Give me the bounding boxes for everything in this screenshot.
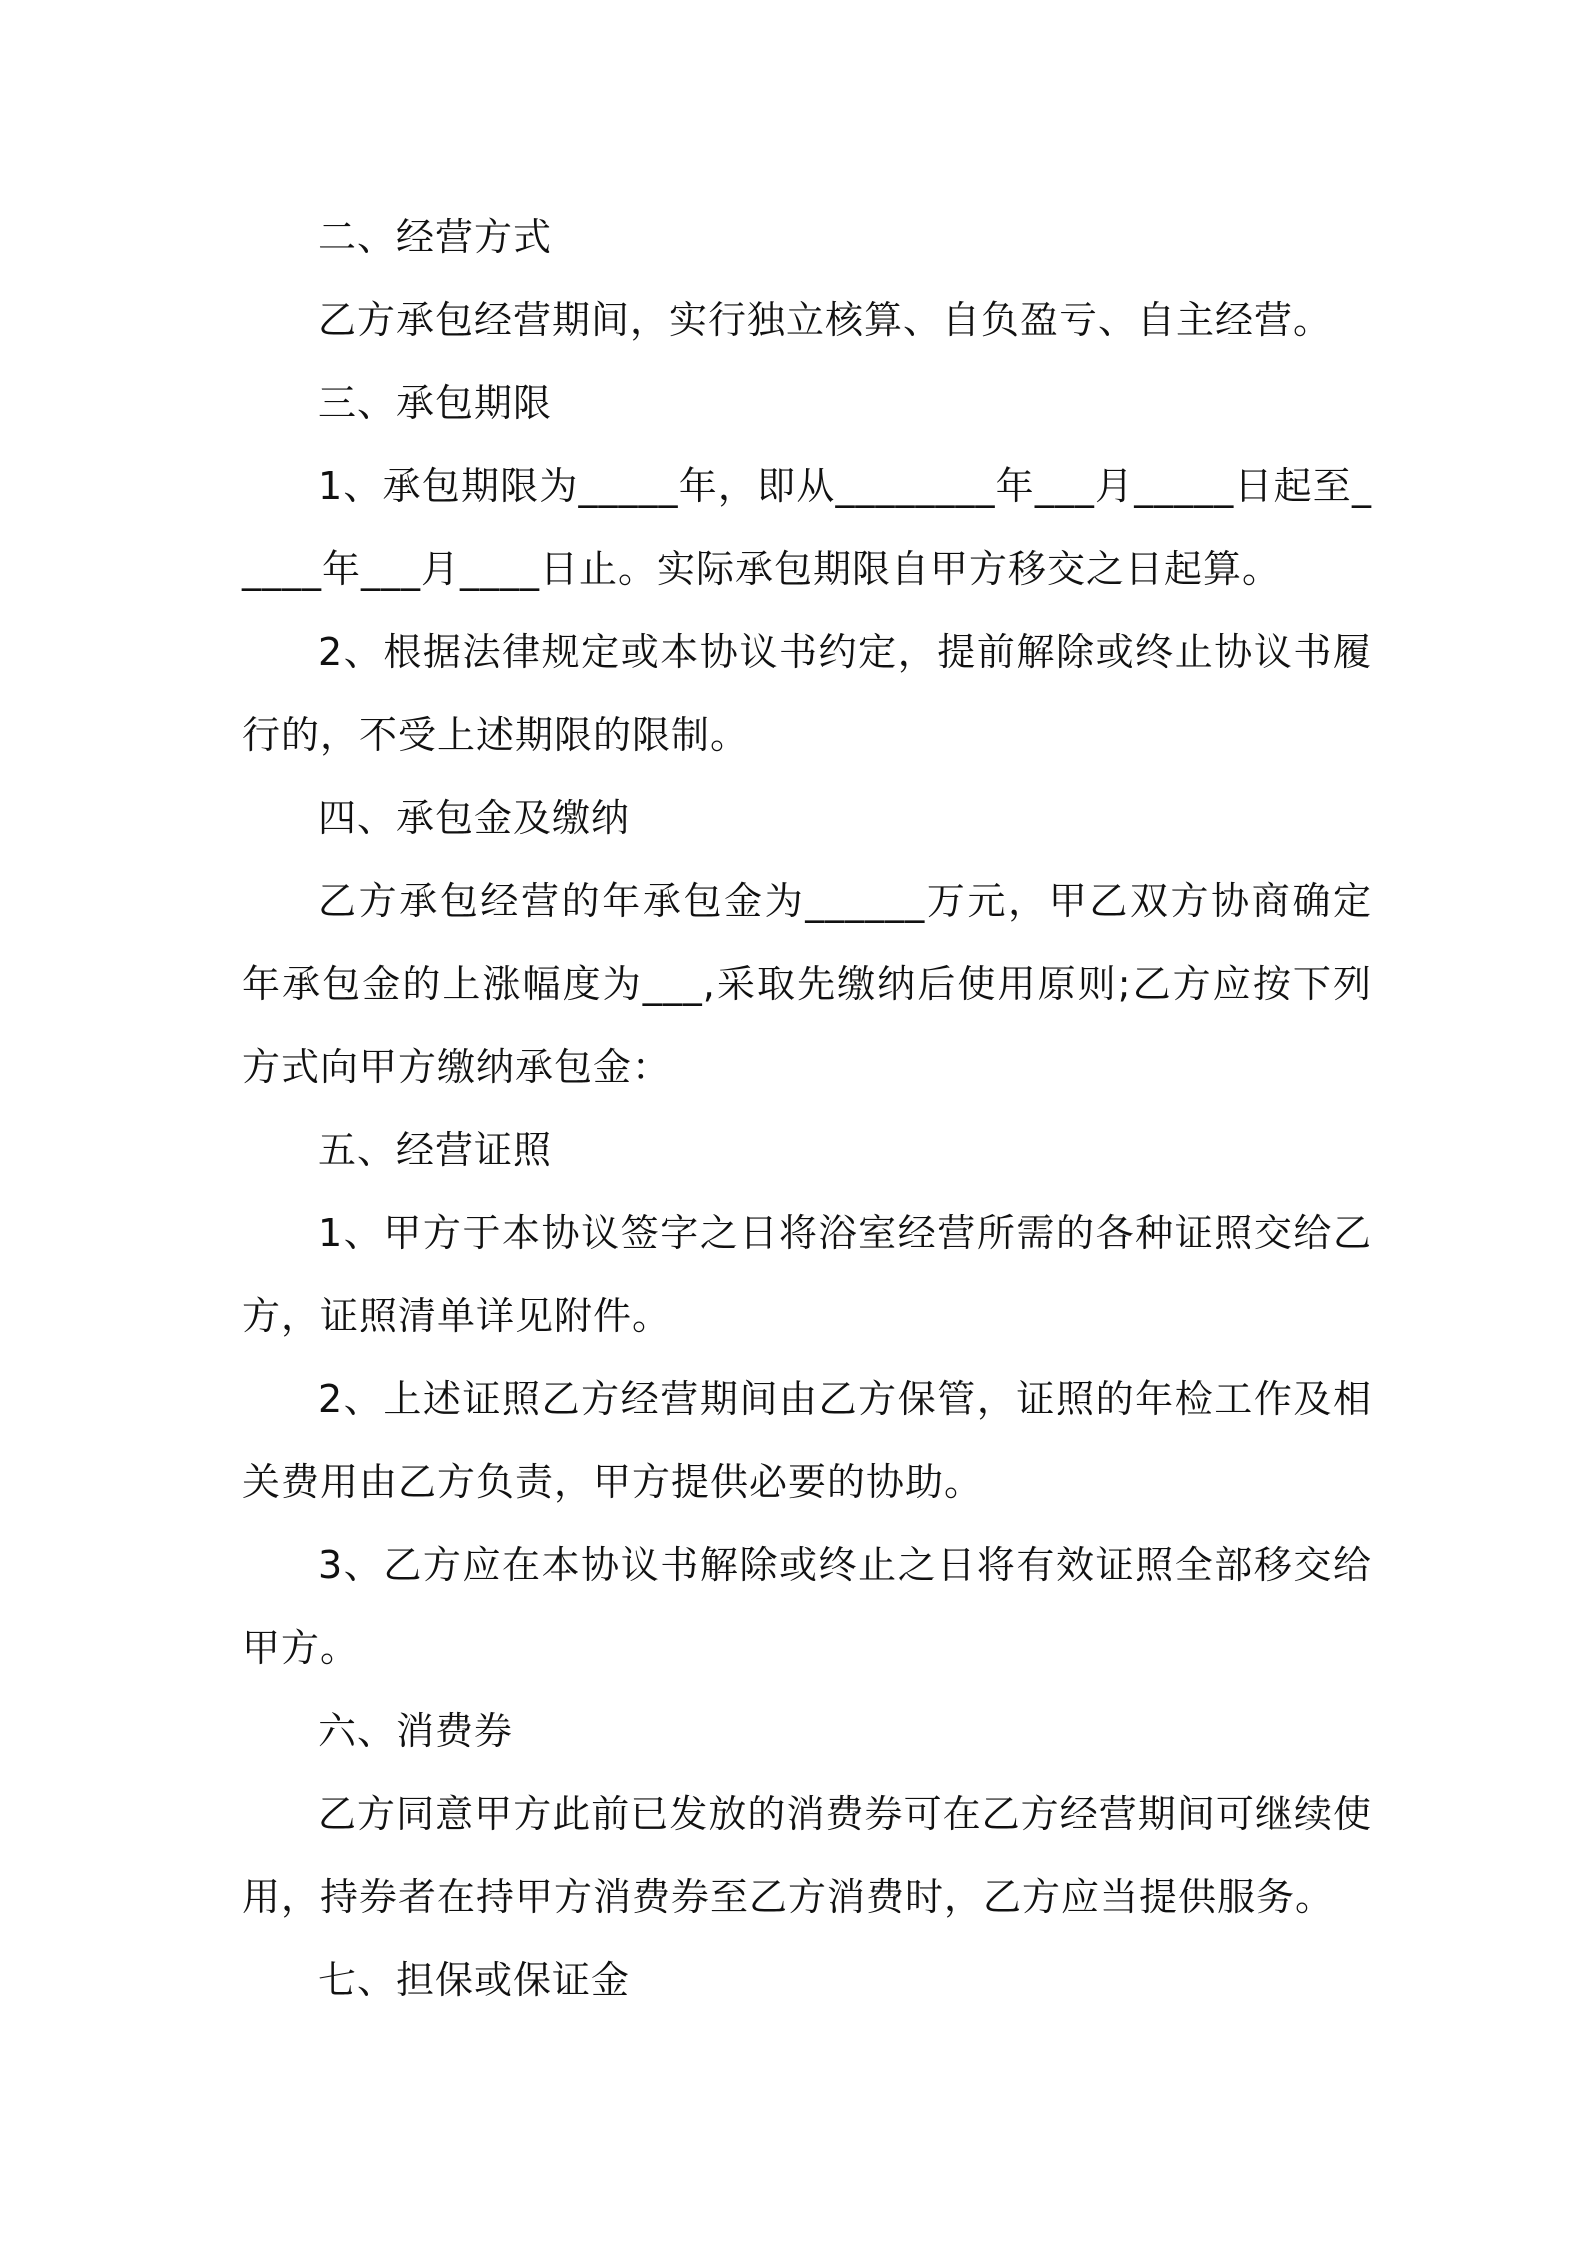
section-2-para: 乙方承包经营期间，实行独立核算、自负盈亏、自主经营。 (318, 298, 1333, 342)
section-heading-7: 七、担保或保证金 (318, 1958, 631, 2002)
section-5-item-3: 3、乙方应在本协议书解除或终止之日将有效证照全部移交给甲方。 (242, 1543, 1372, 1670)
section-5-item-1: 1、甲方于本协议签字之日将浴室经营所需的各种证照交给乙方，证照清单详见附件。 (242, 1211, 1372, 1338)
section-heading-2: 二、经营方式 (318, 215, 553, 259)
section-5-item-2: 2、上述证照乙方经营期间由乙方保管，证照的年检工作及相关费用由乙方负责，甲方提供必要的协助。 (242, 1377, 1372, 1504)
section-heading-4: 四、承包金及缴纳 (318, 796, 631, 840)
section-heading-6: 六、消费券 (318, 1709, 514, 1753)
section-6-para: 乙方同意甲方此前已发放的消费券可在乙方经营期间可继续使用，持券者在持甲方消费券至乙方消费时，乙方应当提供服务。 (242, 1792, 1372, 1919)
section-heading-5: 五、经营证照 (318, 1128, 553, 1172)
document-body (242, 196, 1372, 2022)
section-heading-3: 三、承包期限 (318, 381, 553, 425)
section-3-item-2: 2、根据法律规定或本协议书约定，提前解除或终止协议书履行的，不受上述期限的限制。 (242, 630, 1372, 757)
section-4-para: 乙方承包经营的年承包金为______万元，甲乙双方协商确定年承包金的上涨幅度为___,采取先缴纳后使用原则;乙方应按下列方式向甲方缴纳承包金： (242, 879, 1372, 1089)
section-3-item-1: 1、承包期限为_____年，即从________年___月_____日起至_____年___月____日止。实际承包期限自甲方移交之日起算。 (242, 464, 1372, 591)
